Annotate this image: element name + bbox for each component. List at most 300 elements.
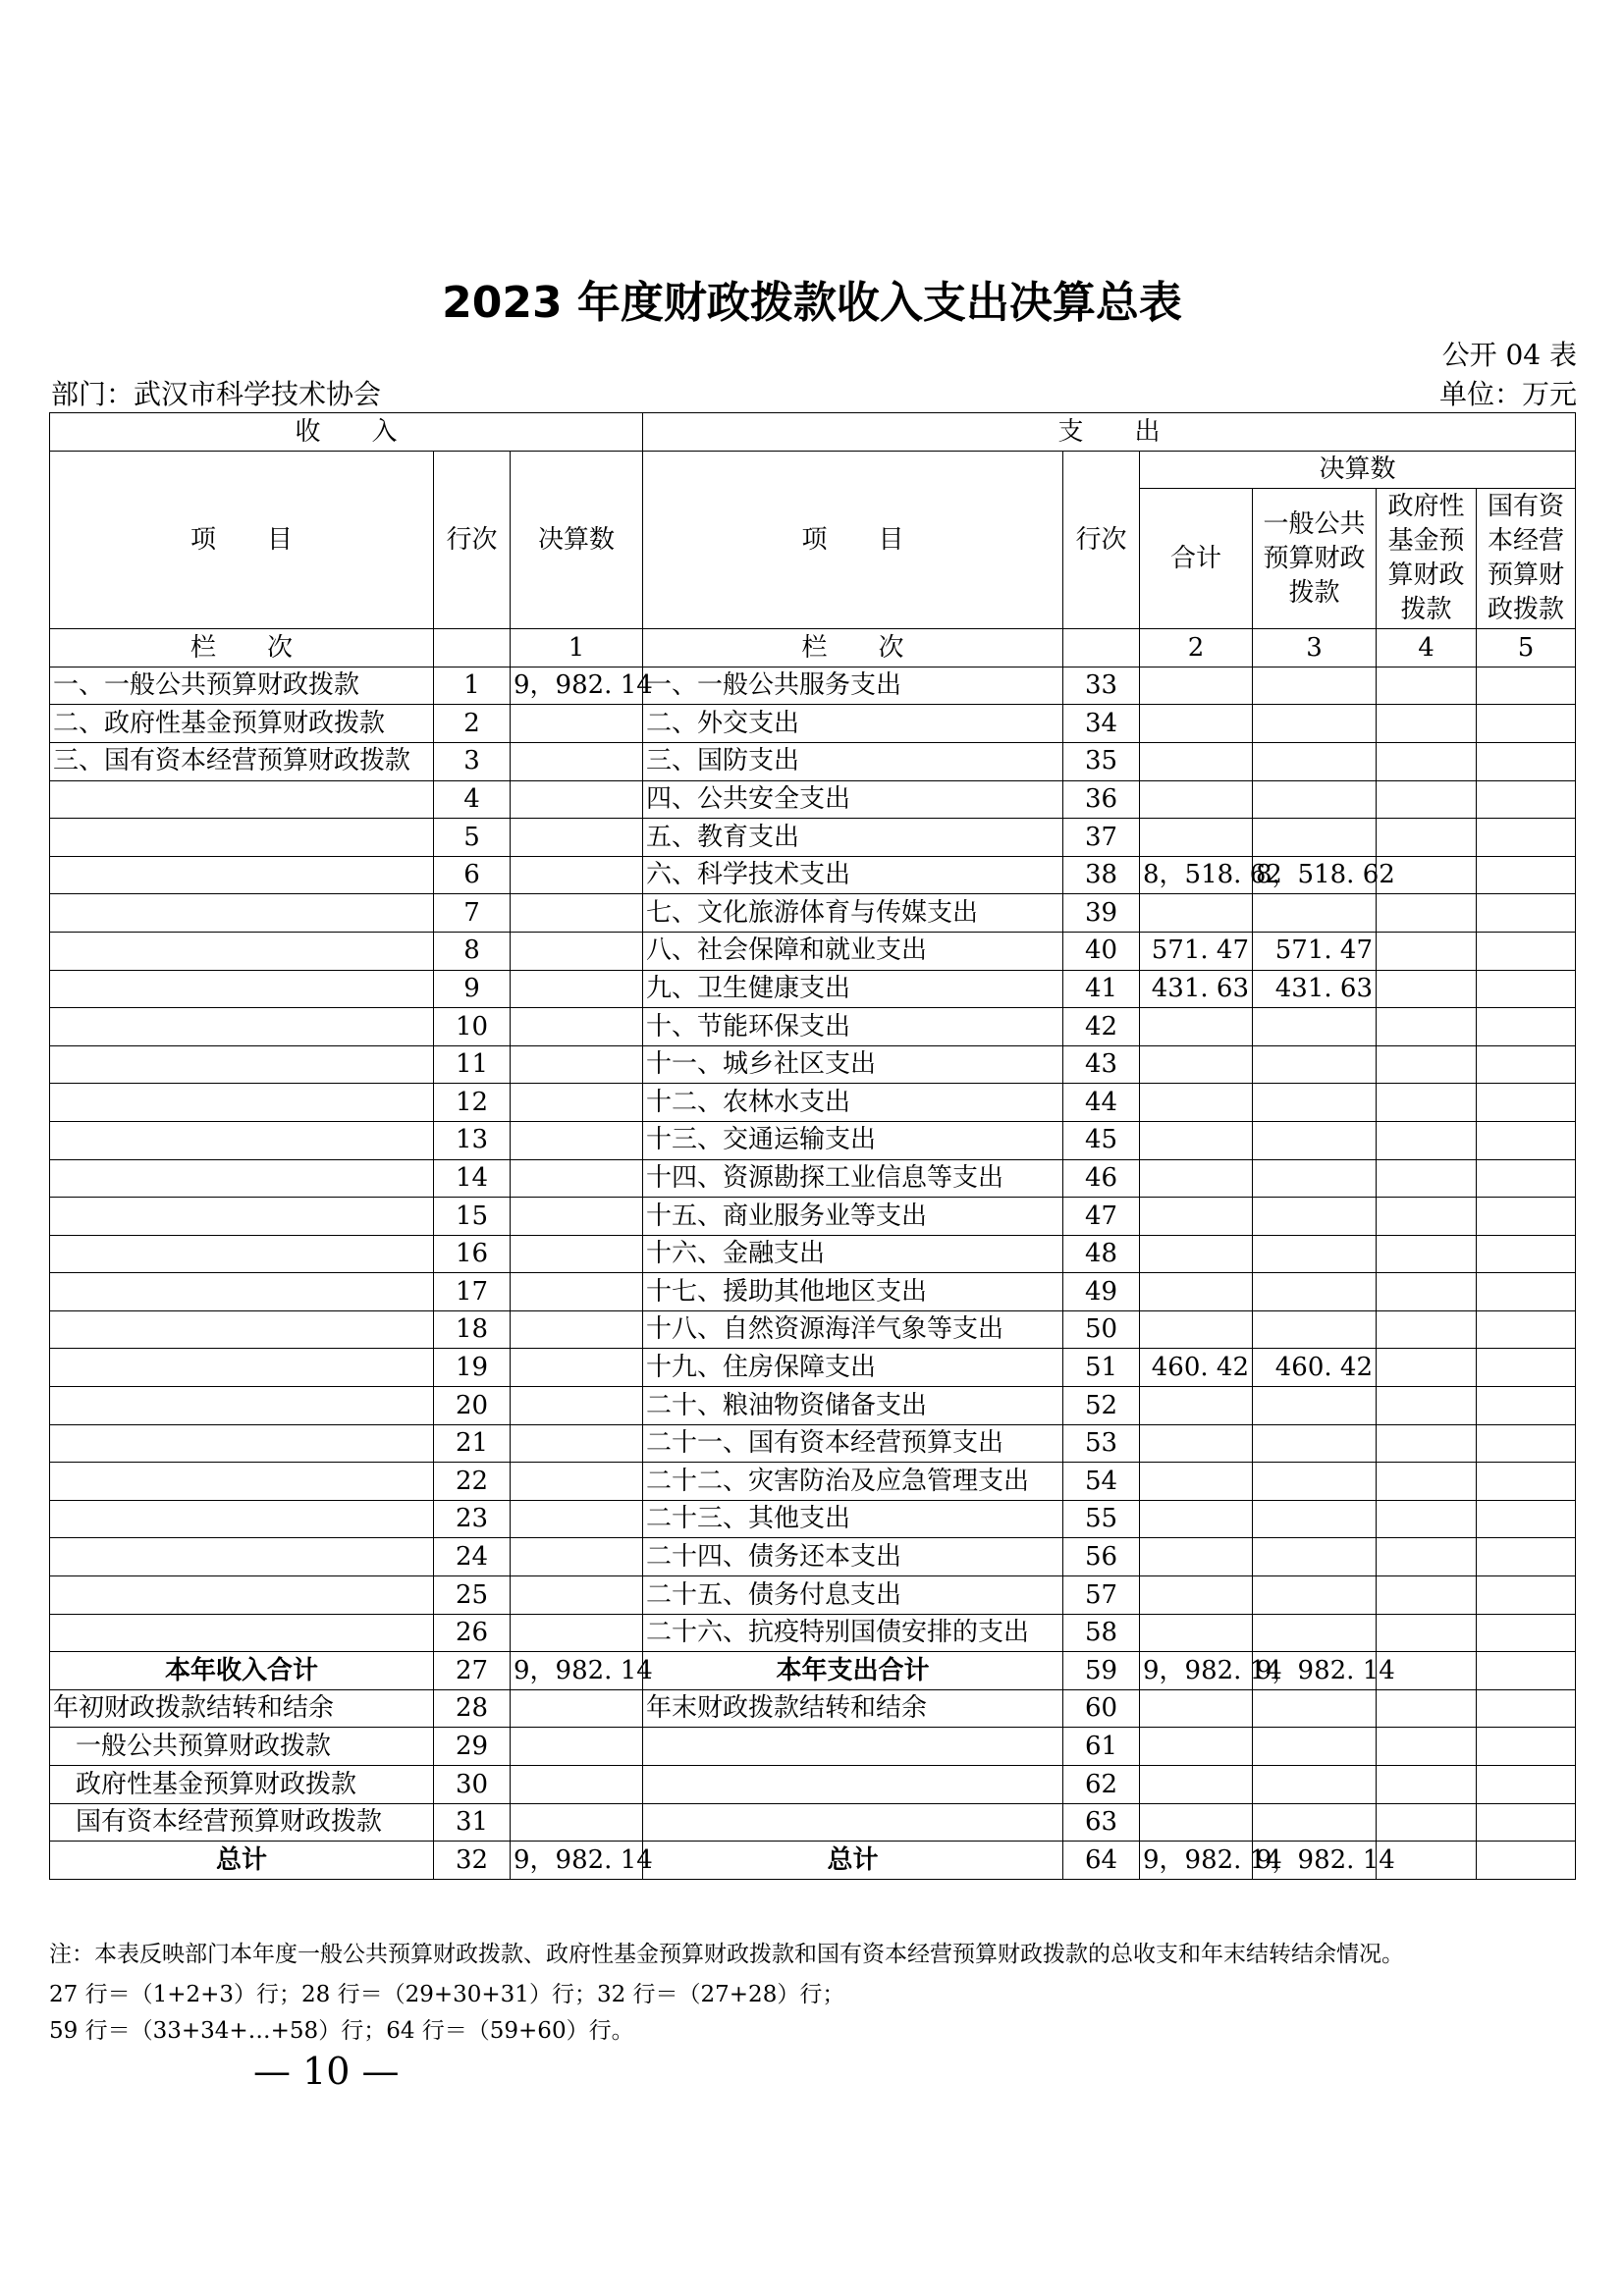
expense-item: 十三、交通运输支出	[643, 1121, 1063, 1159]
expense-general	[1253, 1728, 1377, 1766]
income-line-no: 28	[434, 1689, 511, 1728]
income-line-no: 8	[434, 932, 511, 970]
income-line-no: 23	[434, 1500, 511, 1538]
expense-line-no: 61	[1063, 1728, 1140, 1766]
expense-state-capital	[1477, 1842, 1576, 1880]
expense-gov-fund	[1377, 1349, 1477, 1387]
expense-total	[1140, 1310, 1253, 1349]
expense-state-capital	[1477, 1728, 1576, 1766]
income-line-no: 10	[434, 1008, 511, 1046]
income-item	[50, 1084, 434, 1122]
table-number: 公开 04 表	[1441, 339, 1577, 371]
expense-item: 十、节能环保支出	[643, 1008, 1063, 1046]
expense-general	[1253, 667, 1377, 705]
unit-label: 单位：万元	[1438, 378, 1577, 410]
expense-state-capital	[1477, 1424, 1576, 1463]
expense-line-no: 64	[1063, 1842, 1140, 1880]
expense-line-no: 46	[1063, 1159, 1140, 1198]
table-row	[50, 1652, 1576, 1690]
expense-gov-fund	[1377, 932, 1477, 970]
expense-total	[1140, 742, 1253, 780]
expense-gov-fund	[1377, 1424, 1477, 1463]
income-amount	[511, 819, 643, 857]
expense-total	[1140, 1008, 1253, 1046]
expense-general	[1253, 705, 1377, 743]
table-row	[50, 1349, 1576, 1387]
expense-gov-fund	[1377, 970, 1477, 1008]
income-item: 一、一般公共预算财政拨款	[50, 667, 434, 705]
amount-group-header: 决算数	[1140, 451, 1576, 489]
expense-line-no: 41	[1063, 970, 1140, 1008]
expense-gov-fund	[1377, 1235, 1477, 1273]
table-row	[50, 742, 1576, 780]
expense-item: 二、外交支出	[643, 705, 1063, 743]
expense-gov-fund	[1377, 1198, 1477, 1236]
expense-general	[1253, 1387, 1377, 1425]
expense-general: 9，982. 14	[1253, 1842, 1377, 1880]
table-row	[50, 970, 1576, 1008]
expense-general: 8，518. 62	[1253, 856, 1377, 894]
expense-gov-fund	[1377, 1689, 1477, 1728]
income-line-no: 13	[434, 1121, 511, 1159]
expense-header: 支 出	[643, 413, 1576, 452]
income-item	[50, 1538, 434, 1576]
table-row	[50, 1576, 1576, 1615]
expense-item: 年末财政拨款结转和结余	[643, 1689, 1063, 1728]
income-item: 一般公共预算财政拨款	[50, 1728, 434, 1766]
expense-state-capital	[1477, 1500, 1576, 1538]
expense-general	[1253, 1121, 1377, 1159]
income-col-label: 栏 次	[50, 629, 434, 667]
expense-general: 431. 63	[1253, 970, 1377, 1008]
note-line-1: 注：本表反映部门本年度一般公共预算财政拨款、政府性基金预算财政拨款和国有资本经营预算财政拨款的总收支和年末结转结余情况。	[49, 1942, 1404, 1967]
expense-item: 二十四、债务还本支出	[643, 1538, 1063, 1576]
income-item: 政府性基金预算财政拨款	[50, 1766, 434, 1804]
expense-line-no: 52	[1063, 1387, 1140, 1425]
table-row	[50, 894, 1576, 933]
income-amount	[511, 970, 643, 1008]
table-row	[50, 819, 1576, 857]
expense-general	[1253, 1424, 1377, 1463]
income-line-no: 11	[434, 1045, 511, 1084]
expense-item: 十八、自然资源海洋气象等支出	[643, 1310, 1063, 1349]
expense-gov-fund	[1377, 1500, 1477, 1538]
income-item: 本年收入合计	[50, 1652, 434, 1690]
total-header: 合计	[1140, 489, 1253, 629]
income-line-no: 2	[434, 705, 511, 743]
expense-general	[1253, 1500, 1377, 1538]
expense-line-no: 58	[1063, 1614, 1140, 1652]
col-5: 5	[1477, 629, 1576, 667]
expense-line-no: 39	[1063, 894, 1140, 933]
expense-total	[1140, 1387, 1253, 1425]
income-amount	[511, 1387, 643, 1425]
income-amount	[511, 932, 643, 970]
income-amount	[511, 705, 643, 743]
income-line-no: 26	[434, 1614, 511, 1652]
col-2: 2	[1140, 629, 1253, 667]
expense-gov-fund	[1377, 1463, 1477, 1501]
income-amount	[511, 1273, 643, 1311]
expense-state-capital	[1477, 1273, 1576, 1311]
table-row	[50, 1273, 1576, 1311]
income-line-no: 21	[434, 1424, 511, 1463]
expense-item: 八、社会保障和就业支出	[643, 932, 1063, 970]
expense-line-no: 44	[1063, 1084, 1140, 1122]
expense-gov-fund	[1377, 1310, 1477, 1349]
income-item	[50, 1500, 434, 1538]
expense-total: 8，518. 62	[1140, 856, 1253, 894]
income-item	[50, 894, 434, 933]
expense-state-capital	[1477, 1614, 1576, 1652]
expense-general	[1253, 1463, 1377, 1501]
expense-general: 460. 42	[1253, 1349, 1377, 1387]
expense-item: 十五、商业服务业等支出	[643, 1198, 1063, 1236]
page-number: — 10 —	[253, 2050, 400, 2093]
income-item-header: 项 目	[50, 451, 434, 629]
expense-general	[1253, 780, 1377, 819]
income-line-no: 12	[434, 1084, 511, 1122]
expense-gov-fund	[1377, 1387, 1477, 1425]
table-row	[50, 1842, 1576, 1880]
income-amount	[511, 1198, 643, 1236]
expense-state-capital	[1477, 1121, 1576, 1159]
income-item	[50, 1121, 434, 1159]
expense-general: 571. 47	[1253, 932, 1377, 970]
expense-general	[1253, 1008, 1377, 1046]
expense-general: 9，982. 14	[1253, 1652, 1377, 1690]
expense-gov-fund	[1377, 1576, 1477, 1615]
expense-item: 二十六、抗疫特别国债安排的支出	[643, 1614, 1063, 1652]
expense-item: 六、科学技术支出	[643, 856, 1063, 894]
expense-item: 九、卫生健康支出	[643, 970, 1063, 1008]
expense-line-no: 40	[1063, 932, 1140, 970]
table-row	[50, 667, 1576, 705]
table-row	[50, 1500, 1576, 1538]
expense-total	[1140, 1463, 1253, 1501]
expense-line-no: 42	[1063, 1008, 1140, 1046]
expense-total: 460. 42	[1140, 1349, 1253, 1387]
expense-line-no: 51	[1063, 1349, 1140, 1387]
expense-general	[1253, 1310, 1377, 1349]
income-amount	[511, 1349, 643, 1387]
income-line-no: 20	[434, 1387, 511, 1425]
income-item	[50, 1159, 434, 1198]
table-row	[50, 856, 1576, 894]
expense-total	[1140, 1198, 1253, 1236]
income-line-no: 29	[434, 1728, 511, 1766]
expense-state-capital	[1477, 1463, 1576, 1501]
expense-item: 三、国防支出	[643, 742, 1063, 780]
expense-state-capital	[1477, 1349, 1576, 1387]
expense-line-no: 53	[1063, 1424, 1140, 1463]
expense-total	[1140, 1803, 1253, 1842]
expense-line-no: 56	[1063, 1538, 1140, 1576]
expense-item: 十九、住房保障支出	[643, 1349, 1063, 1387]
income-amount: 9，982. 14	[511, 1842, 643, 1880]
income-amount	[511, 1424, 643, 1463]
expense-total	[1140, 894, 1253, 933]
expense-item-header: 项 目	[643, 451, 1063, 629]
income-amount	[511, 1463, 643, 1501]
income-line-no: 17	[434, 1273, 511, 1311]
expense-total	[1140, 1766, 1253, 1804]
income-item	[50, 1235, 434, 1273]
expense-line-no: 49	[1063, 1273, 1140, 1311]
income-amount	[511, 780, 643, 819]
table-row	[50, 780, 1576, 819]
income-amount	[511, 1008, 643, 1046]
expense-total: 571. 47	[1140, 932, 1253, 970]
expense-item: 一、一般公共服务支出	[643, 667, 1063, 705]
income-item	[50, 1310, 434, 1349]
expense-item: 十一、城乡社区支出	[643, 1045, 1063, 1084]
expense-state-capital	[1477, 1159, 1576, 1198]
expense-general	[1253, 1803, 1377, 1842]
income-item: 总计	[50, 1842, 434, 1880]
expense-gov-fund	[1377, 1045, 1477, 1084]
expense-line-no: 33	[1063, 667, 1140, 705]
expense-item: 十六、金融支出	[643, 1235, 1063, 1273]
col-3: 3	[1253, 629, 1377, 667]
income-amount	[511, 1766, 643, 1804]
expense-total	[1140, 1424, 1253, 1463]
expense-gov-fund	[1377, 1728, 1477, 1766]
income-item	[50, 932, 434, 970]
expense-line-header: 行次	[1063, 451, 1140, 629]
expense-total	[1140, 1728, 1253, 1766]
income-line-no: 5	[434, 819, 511, 857]
expense-state-capital	[1477, 932, 1576, 970]
expense-line-no: 59	[1063, 1652, 1140, 1690]
expense-item: 二十二、灾害防治及应急管理支出	[643, 1463, 1063, 1501]
income-item: 二、政府性基金预算财政拨款	[50, 705, 434, 743]
income-amount	[511, 1045, 643, 1084]
expense-state-capital	[1477, 1084, 1576, 1122]
income-line-no: 22	[434, 1463, 511, 1501]
department: 部门：武汉市科学技术协会	[51, 378, 382, 410]
income-item	[50, 1045, 434, 1084]
expense-gov-fund	[1377, 705, 1477, 743]
expense-item: 四、公共安全支出	[643, 780, 1063, 819]
expense-state-capital	[1477, 1310, 1576, 1349]
expense-line-no: 55	[1063, 1500, 1140, 1538]
expense-total	[1140, 1538, 1253, 1576]
income-line-no: 14	[434, 1159, 511, 1198]
expense-total: 431. 63	[1140, 970, 1253, 1008]
expense-total	[1140, 1121, 1253, 1159]
expense-gov-fund	[1377, 1084, 1477, 1122]
table-row	[50, 1766, 1576, 1804]
expense-item: 五、教育支出	[643, 819, 1063, 857]
expense-total	[1140, 1614, 1253, 1652]
expense-item	[643, 1803, 1063, 1842]
expense-line-no: 48	[1063, 1235, 1140, 1273]
table-row	[50, 1463, 1576, 1501]
income-amount	[511, 894, 643, 933]
income-amount	[511, 1159, 643, 1198]
expense-item: 十七、援助其他地区支出	[643, 1273, 1063, 1311]
expense-general	[1253, 1084, 1377, 1122]
table-row	[50, 1803, 1576, 1842]
expense-total	[1140, 1159, 1253, 1198]
expense-total	[1140, 1689, 1253, 1728]
table-row	[50, 1614, 1576, 1652]
income-item	[50, 1614, 434, 1652]
expense-general	[1253, 894, 1377, 933]
table-row	[50, 1198, 1576, 1236]
income-amount	[511, 1614, 643, 1652]
expense-general	[1253, 1766, 1377, 1804]
income-item	[50, 1463, 434, 1501]
income-amount: 9，982. 14	[511, 667, 643, 705]
expense-state-capital	[1477, 1045, 1576, 1084]
expense-total	[1140, 705, 1253, 743]
expense-line-no: 35	[1063, 742, 1140, 780]
expense-state-capital	[1477, 667, 1576, 705]
income-amount	[511, 1500, 643, 1538]
expense-item: 二十五、债务付息支出	[643, 1576, 1063, 1615]
income-amount	[511, 1538, 643, 1576]
expense-gov-fund	[1377, 780, 1477, 819]
income-item	[50, 1387, 434, 1425]
table-row	[50, 1159, 1576, 1198]
expense-gov-fund	[1377, 667, 1477, 705]
expense-line-no: 47	[1063, 1198, 1140, 1236]
expense-item	[643, 1766, 1063, 1804]
expense-state-capital	[1477, 819, 1576, 857]
expense-item: 七、文化旅游体育与传媒支出	[643, 894, 1063, 933]
expense-state-capital	[1477, 970, 1576, 1008]
expense-general	[1253, 1689, 1377, 1728]
expense-state-capital	[1477, 1803, 1576, 1842]
income-item	[50, 1008, 434, 1046]
expense-line-no: 60	[1063, 1689, 1140, 1728]
income-amount	[511, 742, 643, 780]
gov-fund-header: 政府性基金预算财政拨款	[1377, 489, 1477, 629]
expense-state-capital	[1477, 780, 1576, 819]
income-amount	[511, 1235, 643, 1273]
expense-total	[1140, 1084, 1253, 1122]
expense-item: 二十、粮油物资储备支出	[643, 1387, 1063, 1425]
table-row	[50, 1121, 1576, 1159]
income-line-no: 4	[434, 780, 511, 819]
expense-general	[1253, 1614, 1377, 1652]
expense-state-capital	[1477, 742, 1576, 780]
expense-state-capital	[1477, 1538, 1576, 1576]
income-line-no: 18	[434, 1310, 511, 1349]
table-row	[50, 1310, 1576, 1349]
expense-line-no: 54	[1063, 1463, 1140, 1501]
income-line-no: 15	[434, 1198, 511, 1236]
expense-gov-fund	[1377, 1538, 1477, 1576]
expense-general	[1253, 742, 1377, 780]
expense-gov-fund	[1377, 819, 1477, 857]
table-row	[50, 932, 1576, 970]
expense-state-capital	[1477, 1008, 1576, 1046]
table-row	[50, 1387, 1576, 1425]
expense-item: 二十一、国有资本经营预算支出	[643, 1424, 1063, 1463]
note-line-2: 27 行＝（1+2+3）行；28 行＝（29+30+31）行；32 行＝（27+28）行；	[49, 1982, 845, 2007]
expense-gov-fund	[1377, 1008, 1477, 1046]
income-item	[50, 1576, 434, 1615]
expense-line-no: 37	[1063, 819, 1140, 857]
expense-gov-fund	[1377, 1803, 1477, 1842]
income-line-no: 7	[434, 894, 511, 933]
income-item	[50, 1424, 434, 1463]
income-item	[50, 819, 434, 857]
expense-line-no: 43	[1063, 1045, 1140, 1084]
expense-general	[1253, 1159, 1377, 1198]
income-header: 收 入	[50, 413, 643, 452]
expense-item	[643, 1728, 1063, 1766]
expense-line-no: 45	[1063, 1121, 1140, 1159]
income-line-no: 27	[434, 1652, 511, 1690]
income-amount	[511, 1576, 643, 1615]
page-title: 2023 年度财政拨款收入支出决算总表	[442, 278, 1182, 328]
table-row	[50, 1689, 1576, 1728]
income-item: 国有资本经营预算财政拨款	[50, 1803, 434, 1842]
income-line-no: 19	[434, 1349, 511, 1387]
income-item	[50, 970, 434, 1008]
income-item	[50, 1198, 434, 1236]
expense-state-capital	[1477, 1766, 1576, 1804]
table-row	[50, 1235, 1576, 1273]
expense-line-no: 50	[1063, 1310, 1140, 1349]
table-row	[50, 1045, 1576, 1084]
expense-item: 总计	[643, 1842, 1063, 1880]
expense-general	[1253, 819, 1377, 857]
table-row	[50, 1084, 1576, 1122]
expense-general	[1253, 1198, 1377, 1236]
expense-line-no: 38	[1063, 856, 1140, 894]
note-line-3: 59 行＝（33+34+…+58）行；64 行＝（59+60）行。	[49, 2018, 634, 2044]
income-item	[50, 1349, 434, 1387]
expense-line-no: 36	[1063, 780, 1140, 819]
income-item	[50, 856, 434, 894]
income-line-no: 24	[434, 1538, 511, 1576]
expense-total: 9，982. 14	[1140, 1652, 1253, 1690]
expense-state-capital	[1477, 1235, 1576, 1273]
income-line-no: 1	[434, 667, 511, 705]
income-line-no: 3	[434, 742, 511, 780]
income-amount	[511, 1689, 643, 1728]
income-line-no: 31	[434, 1803, 511, 1842]
col-1: 1	[511, 629, 643, 667]
expense-state-capital	[1477, 856, 1576, 894]
expense-total: 9，982. 14	[1140, 1842, 1253, 1880]
expense-total	[1140, 1045, 1253, 1084]
income-line-no: 9	[434, 970, 511, 1008]
income-amount	[511, 1121, 643, 1159]
expense-item: 十四、资源勘探工业信息等支出	[643, 1159, 1063, 1198]
income-line-no: 30	[434, 1766, 511, 1804]
income-item	[50, 780, 434, 819]
income-item: 三、国有资本经营预算财政拨款	[50, 742, 434, 780]
expense-general	[1253, 1273, 1377, 1311]
income-amount	[511, 1803, 643, 1842]
table-row	[50, 1538, 1576, 1576]
expense-general	[1253, 1045, 1377, 1084]
expense-state-capital	[1477, 1652, 1576, 1690]
income-item: 年初财政拨款结转和结余	[50, 1689, 434, 1728]
table-row	[50, 1424, 1576, 1463]
expense-total	[1140, 780, 1253, 819]
expense-gov-fund	[1377, 894, 1477, 933]
income-line-no: 6	[434, 856, 511, 894]
expense-item: 本年支出合计	[643, 1652, 1063, 1690]
income-item	[50, 1273, 434, 1311]
